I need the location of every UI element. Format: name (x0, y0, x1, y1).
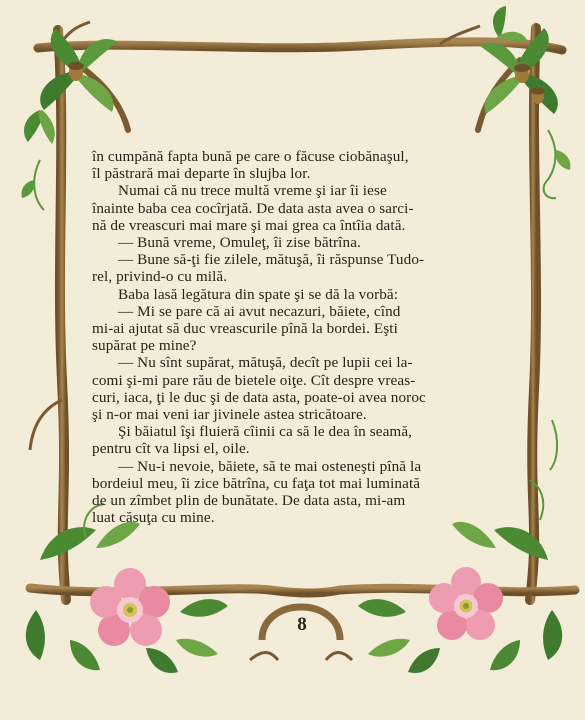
text-line: — Bune să-ţi fie zilele, mătuşă, îi răspunse Tudo- (118, 251, 425, 269)
wild-rose-icon (429, 567, 503, 640)
text-line: supărat pe mine? (92, 337, 197, 355)
text-line: Şi băiatul îşi fluieră cîinii ca să le dea în seamă, (118, 423, 413, 441)
text-line: şi n-or mai veni iar jivinele astea stricătoare. (92, 406, 367, 424)
text-line: comi şi-mi pare rău de bietele oiţe. Cît despre vreas- (92, 371, 416, 389)
text-line: bordeiul meu, îi zice bătrîna, cu faţa tot mai luminată (92, 474, 421, 492)
text-line: — Bună vreme, Omuleţ, îi zise bătrîna. (118, 234, 361, 252)
text-line: Baba lasă legătura din spate şi se dă la vorbă: (118, 285, 399, 303)
oak-leaves-icon (40, 28, 118, 112)
text-line: mi-ai ajutat să duc vreascurile pînă la bordei. Eşti (92, 320, 398, 338)
text-line: — Mi se pare că ai avut necazuri, băiete, cînd (118, 302, 401, 320)
text-line: nă de vreascuri mai mare şi mai grea ca întîia dată. (92, 216, 406, 234)
story-text (92, 148, 512, 526)
acorn-icon (24, 110, 55, 144)
text-line: îl păstrară mai departe în slujba lor. (92, 165, 311, 183)
text-line: Numai că nu trece multă vreme şi iar îi iese (118, 182, 387, 200)
text-line: înainte baba cea cocîrjată. De data asta avea o sarci- (92, 199, 414, 217)
text-line: rel, privind-o cu milă. (92, 268, 228, 286)
acorn-icon (493, 6, 528, 42)
page-number: 8 (297, 614, 307, 635)
text-line: pentru cît va lipsi el, oile. (92, 440, 250, 458)
text-line: curi, iaca, ţi le duc şi de data asta, poate-oi avea noroc (92, 388, 426, 406)
text-line: — Nu sînt supărat, mătuşă, decît pe lupii cei la- (118, 354, 413, 372)
text-line: în cumpănă fapta bună pe care o făcuse ciobănaşul, (92, 148, 409, 165)
text-line: de un zîmbet plin de bunătate. De data asta, mi-am (92, 492, 406, 510)
text-line: — Nu-i nevoie, băiete, să te mai osteneşti pînă la (118, 457, 422, 475)
text-line: luat căsuţa cu mine. (92, 509, 215, 527)
wild-rose-icon (90, 568, 170, 646)
